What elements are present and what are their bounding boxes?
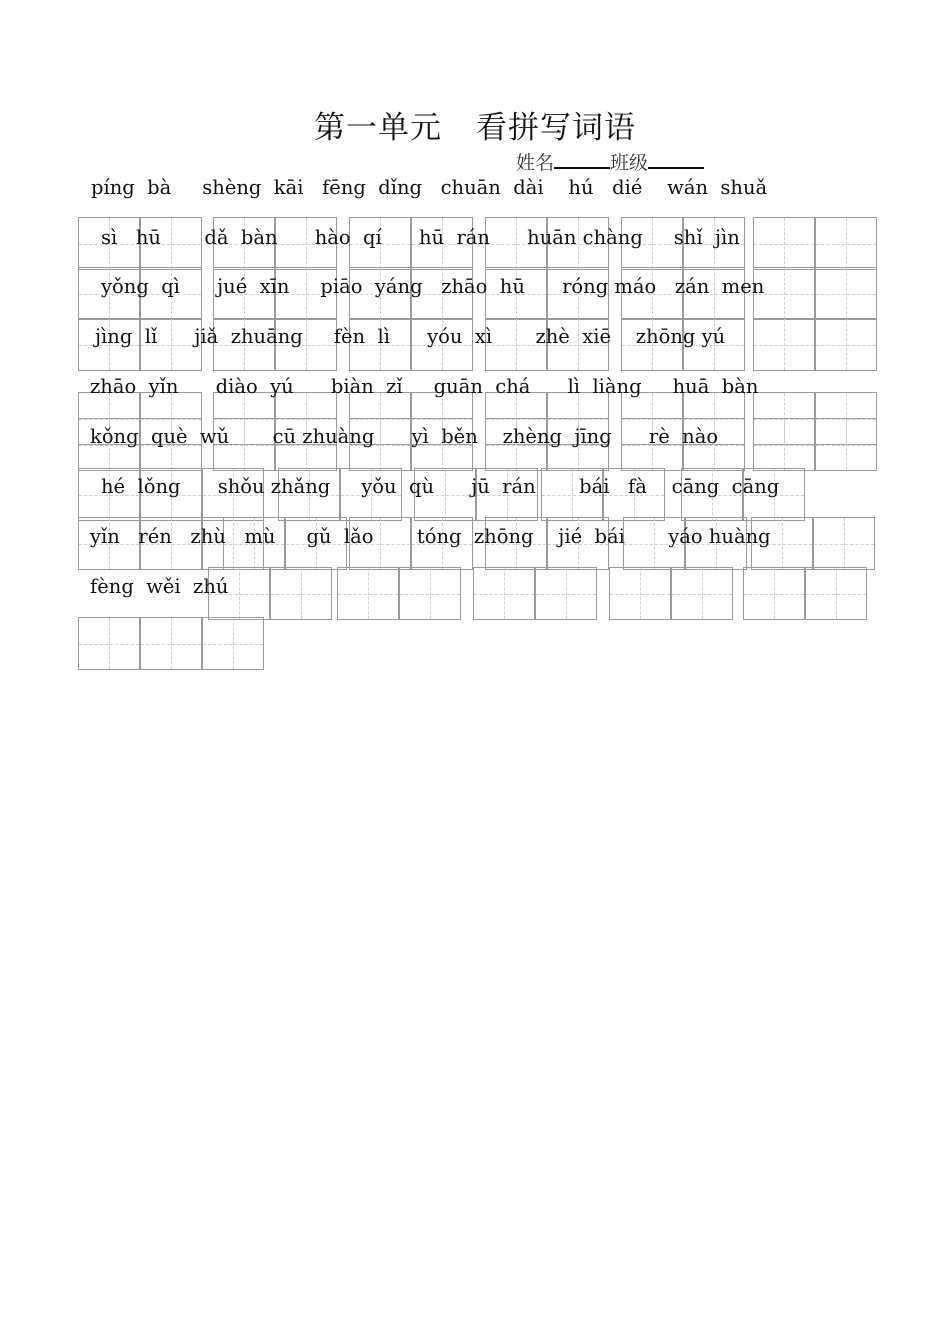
unit-title: 第一单元: [314, 110, 442, 146]
writing-box[interactable]: [743, 567, 805, 620]
writing-box[interactable]: [473, 567, 535, 620]
name-blank[interactable]: [554, 149, 610, 169]
class-blank[interactable]: [648, 149, 704, 169]
name-class-line: [516, 148, 704, 175]
writing-box[interactable]: [535, 567, 597, 620]
pinyin-row-4: jìng lǐ jiǎ zhuāng fèn lì yóu xì zhè xiē zhōng yú: [95, 325, 726, 348]
writing-box[interactable]: [813, 517, 875, 570]
pinyin-row-6: kǒng què wǔ cū zhuàng yì běn zhèng jīng rè nào: [90, 425, 719, 448]
writing-box[interactable]: [815, 267, 877, 320]
writing-box[interactable]: [805, 567, 867, 620]
writing-box[interactable]: [753, 418, 815, 471]
pinyin-row-9: fèng wěi zhú: [90, 575, 229, 598]
writing-box[interactable]: [815, 217, 877, 270]
pinyin-row-3: yǒng qì jué xīn piāo yáng zhāo hū róng máo zán men: [101, 275, 765, 298]
writing-box[interactable]: [337, 567, 399, 620]
pinyin-row-7: hé lǒng shǒu zhǎng yǒu qù jū rán bái fà cāng cāng: [101, 475, 780, 498]
writing-box[interactable]: [140, 617, 202, 670]
writing-box[interactable]: [270, 567, 332, 620]
pinyin-row-8: yǐn rén zhù mù gǔ lǎo tóng zhōng jié bái yáo huàng: [90, 525, 771, 548]
writing-box[interactable]: [609, 567, 671, 620]
writing-box[interactable]: [753, 217, 815, 270]
pinyin-row-1: píng bà shèng kāi fēng dǐng chuān dài hú dié wán shuǎ: [91, 176, 768, 199]
writing-box[interactable]: [753, 318, 815, 371]
pinyin-row-5: zhāo yǐn diào yú biàn zǐ guān chá lì liàng huā bàn: [90, 375, 759, 398]
writing-box[interactable]: [671, 567, 733, 620]
pinyin-row-2: sì hū dǎ bàn hào qí hū rán huān chàng shǐ jìn: [101, 226, 740, 249]
writing-box[interactable]: [78, 617, 140, 670]
writing-box[interactable]: [399, 567, 461, 620]
writing-box[interactable]: [202, 617, 264, 670]
worksheet-title: 看拼写词语: [476, 110, 636, 146]
page-title: [0, 102, 950, 147]
writing-box[interactable]: [815, 418, 877, 471]
name-label: 姓名: [516, 152, 555, 174]
writing-box[interactable]: [815, 318, 877, 371]
class-label: 班级: [610, 152, 649, 174]
